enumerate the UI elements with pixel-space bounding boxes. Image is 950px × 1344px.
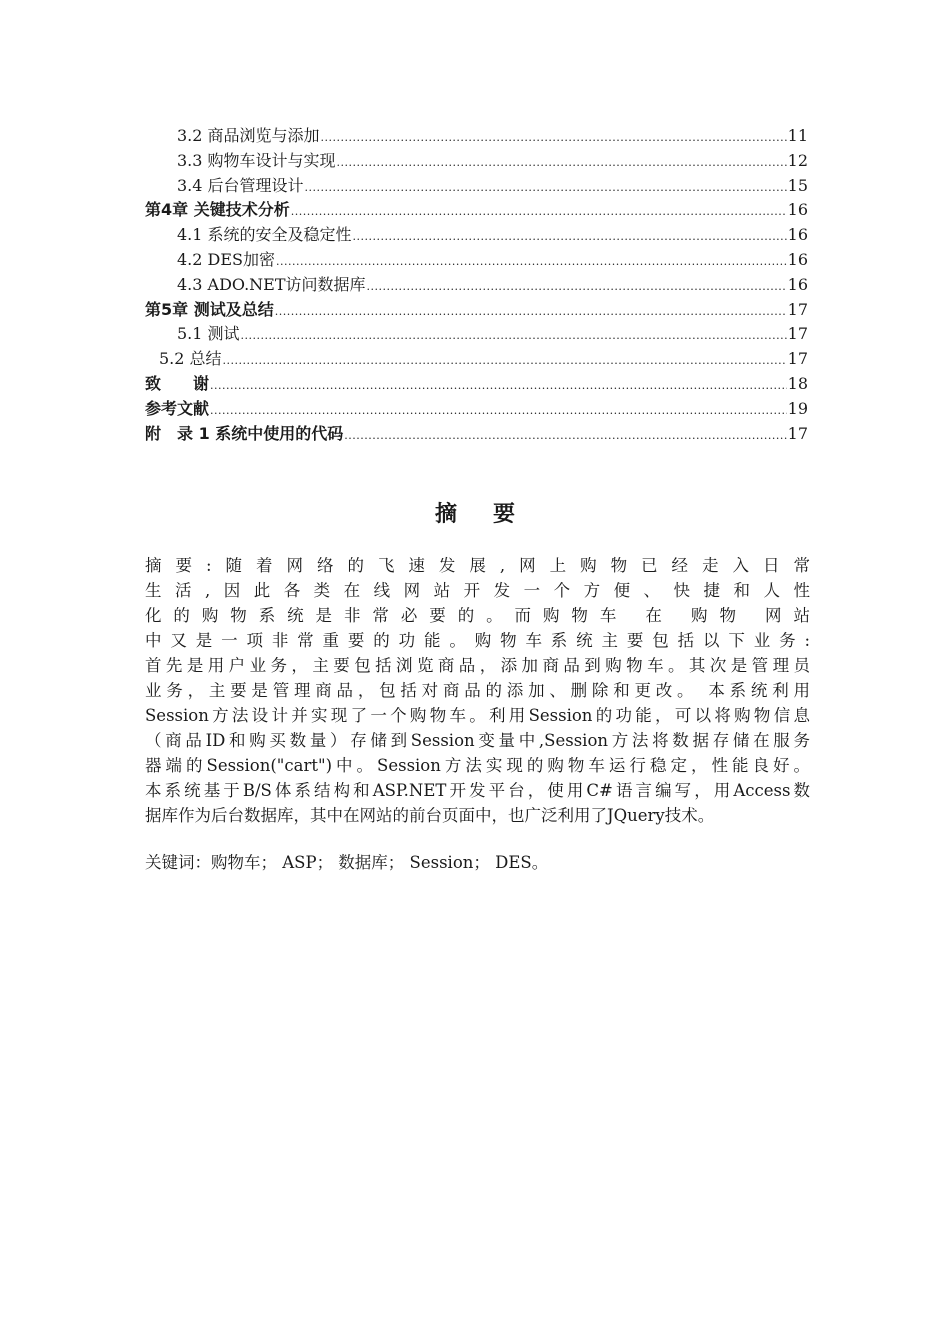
abstract-line: 本系统基于B/S体系结构和ASP.NET开发平台，使用C#语言编写，用Access数 [145,781,810,800]
toc-entry-page: 11 [787,126,808,145]
toc-leader-dots [305,176,787,201]
abstract-line: 据库作为后台数据库，其中在网站的前台页面中，也广泛利用了JQuery技术。 [145,806,715,825]
abstract-line: 化的购物系统是非常必要的。而购物车 在 购物 网站 [145,606,810,625]
toc-entry-title: 4.1 系统的安全及稳定性 [177,225,352,245]
toc-entry-title: 5.2 总结 [159,349,222,369]
toc-leader-dots [337,151,787,176]
abstract-line: 首先是用户业务，主要包括浏览商品，添加商品到购物车。其次是管理员 [145,656,810,675]
toc-leader-dots [291,200,787,225]
abstract-line: 生活,因此各类在线网站开发一个方便、快捷和人性 [145,581,810,600]
toc-leader-dots [353,225,787,250]
toc-entry-title: 3.4 后台管理设计 [177,175,304,195]
toc-entry-title: 3.2 商品浏览与添加 [177,126,320,145]
abstract-line: Session方法设计并实现了一个购物车。利用Session的功能，可以将购物信息 [145,706,810,725]
toc-entry[interactable] [145,223,808,248]
toc-leader-dots [210,399,787,424]
toc-entry-page: 17 [787,299,808,319]
toc-entry[interactable] [145,347,808,372]
toc-entry[interactable] [145,174,808,199]
toc-leader-dots [223,349,787,374]
toc-entry-title: 附 录 1 系统中使用的代码 [145,423,344,443]
toc-entry-page: 17 [787,349,808,369]
toc-entry-page: 16 [787,200,808,220]
abstract-line: 中又是一项非常重要的功能。购物车系统主要包括以下业务: [145,631,810,650]
toc-entry-page: 15 [787,175,808,195]
abstract-line: （商品ID和购买数量）存储到Session变量中,Session方法将数据存储在服务 [145,731,810,750]
toc-entry[interactable] [145,198,808,223]
toc-entry-page: 12 [787,150,808,170]
toc-leader-dots [321,126,787,151]
toc-entry-title: 5.1 测试 [177,324,240,344]
toc-entry[interactable] [145,273,808,298]
toc-entry-title: 4.3 ADO.NET访问数据库 [177,274,366,294]
toc-entry-title: 致 谢 [145,373,210,393]
keywords-line: 关键词：购物车； ASP； 数据库； Session； DES。 [145,853,549,872]
toc-entry[interactable] [145,149,808,174]
toc-entry-page: 19 [787,398,808,418]
toc-entry-title: 第5章 测试及总结 [145,299,274,319]
toc-entry[interactable] [145,372,808,397]
toc-entry-page: 17 [787,423,808,443]
toc-entry-page: 16 [787,225,808,245]
toc-entry-page: 16 [787,249,808,269]
abstract-heading: 摘要 [434,502,551,527]
toc-entry-page: 16 [787,274,808,294]
abstract-line: 器端的Session("cart")中。Session方法实现的购物车运行稳定，性能良好。 [145,756,810,775]
toc-entry-page: 17 [787,324,808,344]
toc-entry-title: 3.3 购物车设计与实现 [177,150,336,170]
toc-entry-title: 第4章 关键技术分析 [145,200,290,220]
toc-leader-dots [210,374,787,399]
toc-entry[interactable] [145,397,808,422]
toc-leader-dots [241,324,787,349]
toc-entry[interactable] [145,248,808,273]
toc-leader-dots [344,424,786,449]
toc-entry[interactable] [145,422,808,447]
toc-entry[interactable] [145,322,808,347]
table-of-contents [145,124,808,446]
toc-entry[interactable] [145,298,808,323]
toc-leader-dots [367,275,787,300]
toc-entry-title: 参考文献 [145,398,210,418]
toc-entry-page: 18 [787,373,808,393]
toc-leader-dots [276,250,787,275]
toc-entry[interactable] [145,124,808,149]
abstract-line: 业务，主要是管理商品，包括对商品的添加、删除和更改。 本系统利用 [145,681,810,700]
abstract-line: 摘要:随着网络的飞速发展,网上购物已经走入日常 [145,556,810,575]
toc-entry-title: 4.2 DES加密 [177,249,276,269]
toc-leader-dots [275,300,787,325]
abstract-body [145,553,810,828]
